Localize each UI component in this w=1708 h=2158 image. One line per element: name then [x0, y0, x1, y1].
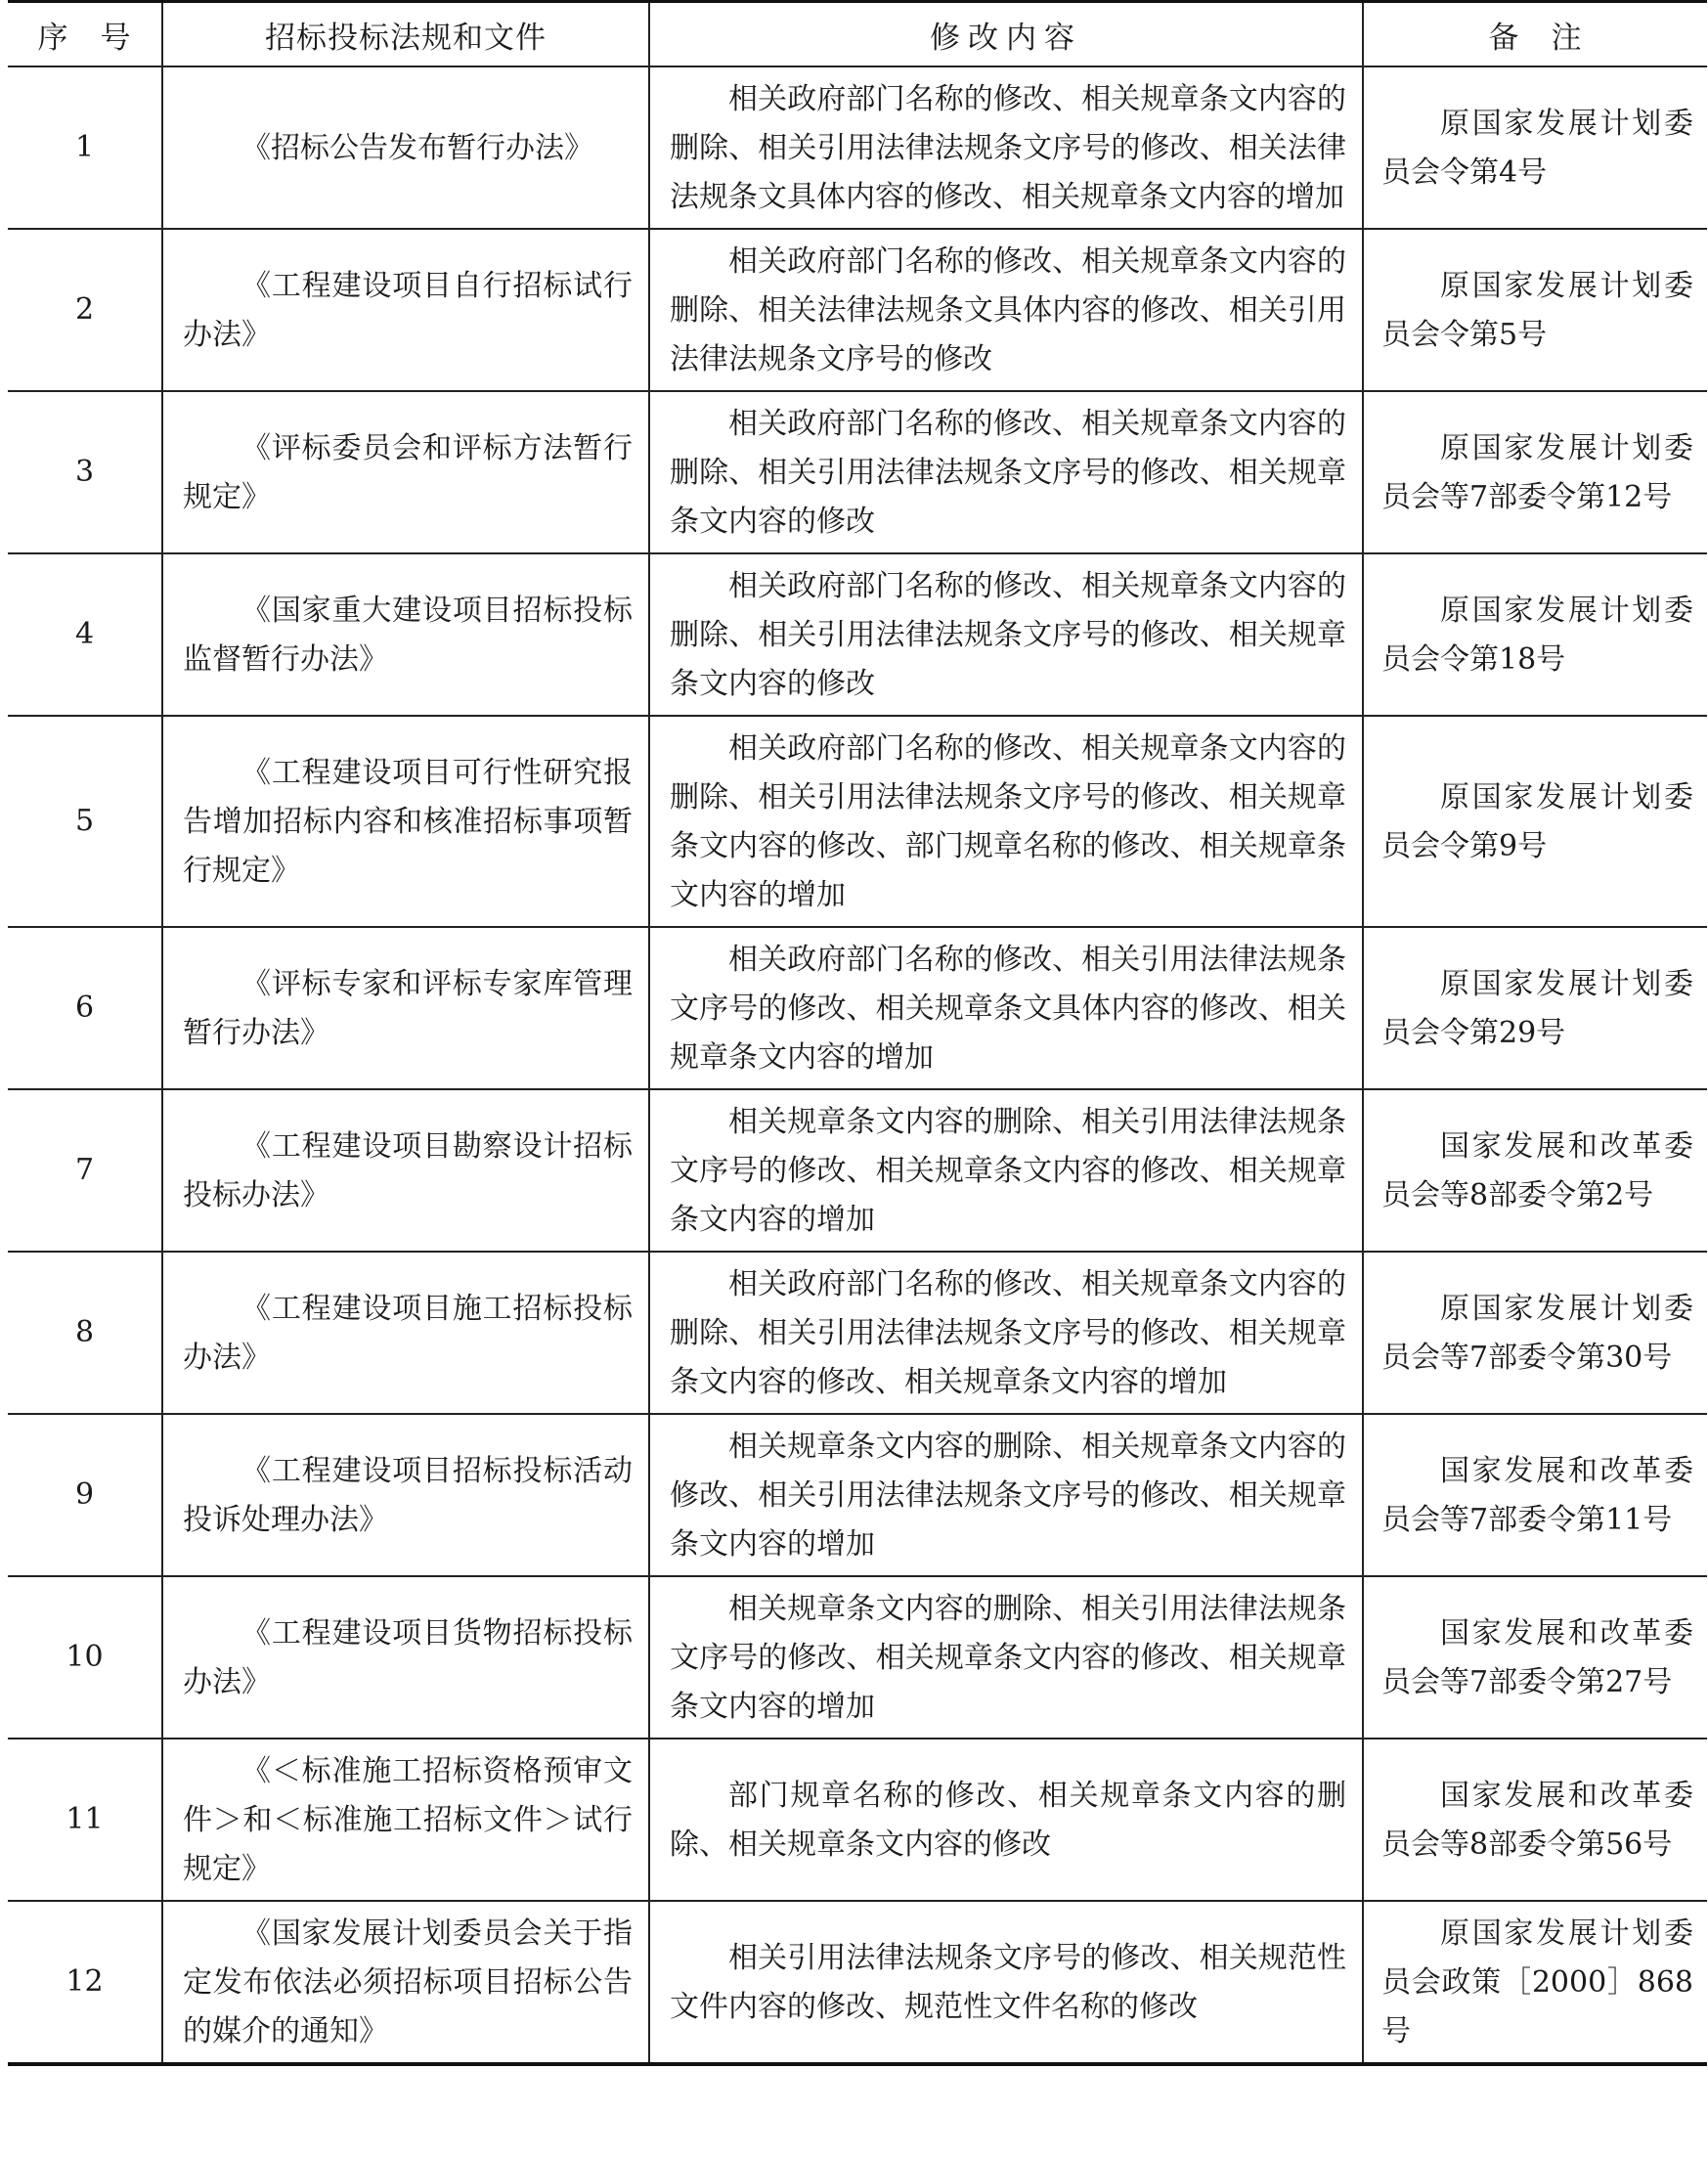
- remarks-cell-text: 原国家发展计划委员会等7部委令第30号: [1381, 1292, 1693, 1375]
- law-document-cell: [162, 927, 649, 1089]
- table-row: [8, 1414, 1707, 1576]
- law-document-cell: [162, 1576, 649, 1739]
- modification-content-cell-text: 相关引用法律法规条文序号的修改、相关规范性文件内容的修改、规范性文件名称的修改: [670, 1941, 1346, 2024]
- law-document-cell-text: 《工程建设项目招标投标活动投诉处理办法》: [183, 1454, 633, 1537]
- modification-content-cell: [649, 229, 1363, 391]
- serial-number-cell-text: 5: [74, 804, 95, 838]
- law-document-cell-text: 《工程建设项目可行性研究报告增加招标内容和核准招标事项暂行规定》: [183, 756, 633, 888]
- law-document-cell-text: 《工程建设项目货物招标投标办法》: [183, 1616, 633, 1699]
- law-document-cell-text: 《工程建设项目勘察设计招标投标办法》: [183, 1129, 633, 1212]
- serial-number-cell: [8, 66, 162, 229]
- table-row: [8, 66, 1707, 229]
- law-document-cell: [162, 1414, 649, 1576]
- law-document-cell: [162, 66, 649, 229]
- modification-content-cell-text: 相关规章条文内容的删除、相关引用法律法规条文序号的修改、相关规章条文内容的修改、相关规章条文内容的增加: [670, 1105, 1346, 1237]
- remarks-cell-text: 原国家发展计划委员会令第9号: [1381, 780, 1693, 863]
- remarks-cell: [1363, 1252, 1707, 1414]
- modification-content-cell: [649, 716, 1363, 927]
- serial-number-cell: [8, 1901, 162, 2064]
- remarks-cell: [1363, 66, 1707, 229]
- serial-number-cell: [8, 391, 162, 553]
- remarks-cell-text: 原国家发展计划委员会令第18号: [1381, 594, 1693, 677]
- serial-number-cell: [8, 553, 162, 716]
- modification-content-cell: [649, 1739, 1363, 1901]
- law-document-cell: [162, 716, 649, 927]
- table-row: [8, 1089, 1707, 1252]
- law-document-cell-text: 《国家重大建设项目招标投标监督暂行办法》: [183, 594, 633, 677]
- serial-number-cell-text: 7: [74, 1153, 95, 1187]
- header-law-document: 招标投标法规和文件: [162, 2, 649, 67]
- modification-content-cell: [649, 1576, 1363, 1739]
- remarks-cell-text: 原国家发展计划委员会等7部委令第12号: [1381, 431, 1693, 514]
- remarks-cell: [1363, 927, 1707, 1089]
- law-document-cell: [162, 229, 649, 391]
- law-document-cell: [162, 1901, 649, 2064]
- table-row: [8, 1576, 1707, 1739]
- modification-content-cell: [649, 391, 1363, 553]
- serial-number-cell-text: 12: [66, 1964, 104, 1999]
- table-row: [8, 1739, 1707, 1901]
- remarks-cell: [1363, 1739, 1707, 1901]
- table-row: [8, 391, 1707, 553]
- law-document-cell: [162, 1089, 649, 1252]
- remarks-cell-text: 原国家发展计划委员会令第4号: [1381, 107, 1693, 190]
- serial-number-cell: [8, 1089, 162, 1252]
- header-remarks: 备 注: [1363, 2, 1707, 67]
- table-row: [8, 1252, 1707, 1414]
- remarks-cell-text: 国家发展和改革委员会等8部委令第56号: [1381, 1779, 1693, 1862]
- serial-number-cell: [8, 1252, 162, 1414]
- modification-content-cell: [649, 927, 1363, 1089]
- modification-content-cell-text: 相关政府部门名称的修改、相关规章条文内容的删除、相关引用法律法规条文序号的修改、相关规章条文内容的修改、部门规章名称的修改、相关规章条文内容的增加: [670, 731, 1346, 912]
- modification-content-cell-text: 相关规章条文内容的删除、相关引用法律法规条文序号的修改、相关规章条文内容的修改、相关规章条文内容的增加: [670, 1592, 1346, 1724]
- table-row: [8, 716, 1707, 927]
- modification-content-cell-text: 相关政府部门名称的修改、相关规章条文内容的删除、相关引用法律法规条文序号的修改、相关规章条文内容的修改、相关规章条文内容的增加: [670, 1267, 1346, 1399]
- law-document-cell-text: 《工程建设项目施工招标投标办法》: [183, 1292, 633, 1375]
- law-document-cell-text: 《＜标准施工招标资格预审文件＞和＜标准施工招标文件＞试行规定》: [183, 1754, 633, 1886]
- table-row: [8, 229, 1707, 391]
- regulation-revision-table-page: [8, 0, 1707, 2066]
- remarks-cell: [1363, 229, 1707, 391]
- remarks-cell-text: 国家发展和改革委员会等7部委令第11号: [1381, 1454, 1693, 1537]
- regulation-revision-table: [8, 0, 1707, 2066]
- law-document-cell: [162, 1739, 649, 1901]
- table-header-row: [8, 2, 1707, 67]
- serial-number-cell-text: 3: [74, 455, 95, 489]
- serial-number-cell-text: 2: [74, 292, 95, 327]
- modification-content-cell-text: 部门规章名称的修改、相关规章条文内容的删除、相关规章条文内容的修改: [670, 1779, 1346, 1862]
- remarks-cell-text: 原国家发展计划委员会令第5号: [1381, 269, 1693, 352]
- modification-content-cell: [649, 66, 1363, 229]
- modification-content-cell: [649, 1089, 1363, 1252]
- law-document-cell-text: 《招标公告发布暂行办法》: [241, 131, 593, 165]
- modification-content-cell: [649, 1414, 1363, 1576]
- modification-content-cell: [649, 1252, 1363, 1414]
- law-document-cell: [162, 1252, 649, 1414]
- remarks-cell: [1363, 553, 1707, 716]
- remarks-cell: [1363, 716, 1707, 927]
- serial-number-cell-text: 11: [66, 1802, 104, 1836]
- law-document-cell: [162, 553, 649, 716]
- serial-number-cell: [8, 1739, 162, 1901]
- table-row: [8, 1901, 1707, 2064]
- remarks-cell: [1363, 1901, 1707, 2064]
- serial-number-cell-text: 6: [74, 991, 95, 1025]
- law-document-cell-text: 《工程建设项目自行招标试行办法》: [183, 269, 633, 352]
- header-serial-number: 序 号: [8, 2, 162, 67]
- serial-number-cell: [8, 927, 162, 1089]
- law-document-cell: [162, 391, 649, 553]
- modification-content-cell-text: 相关政府部门名称的修改、相关规章条文内容的删除、相关法律法规条文具体内容的修改、相关引用法律法规条文序号的修改: [670, 244, 1346, 376]
- table-row: [8, 553, 1707, 716]
- remarks-cell: [1363, 1089, 1707, 1252]
- remarks-cell-text: 国家发展和改革委员会等8部委令第2号: [1381, 1129, 1693, 1212]
- table-row: [8, 927, 1707, 1089]
- modification-content-cell-text: 相关政府部门名称的修改、相关规章条文内容的删除、相关引用法律法规条文序号的修改、相关规章条文内容的修改: [670, 407, 1346, 539]
- remarks-cell-text: 原国家发展计划委员会政策［2000］868号: [1381, 1916, 1693, 2048]
- serial-number-cell: [8, 1576, 162, 1739]
- serial-number-cell: [8, 716, 162, 927]
- remarks-cell-text: 原国家发展计划委员会令第29号: [1381, 967, 1693, 1050]
- serial-number-cell-text: 1: [74, 130, 95, 164]
- remarks-cell: [1363, 1576, 1707, 1739]
- header-modification-content: 修改内容: [649, 2, 1363, 67]
- serial-number-cell: [8, 229, 162, 391]
- remarks-cell-text: 国家发展和改革委员会等7部委令第27号: [1381, 1616, 1693, 1699]
- modification-content-cell: [649, 553, 1363, 716]
- serial-number-cell-text: 9: [74, 1477, 95, 1512]
- law-document-cell-text: 《评标专家和评标专家库管理暂行办法》: [183, 967, 633, 1050]
- serial-number-cell-text: 4: [74, 617, 95, 651]
- remarks-cell: [1363, 1414, 1707, 1576]
- modification-content-cell: [649, 1901, 1363, 2064]
- serial-number-cell-text: 8: [74, 1315, 95, 1349]
- modification-content-cell-text: 相关政府部门名称的修改、相关规章条文内容的删除、相关引用法律法规条文序号的修改、相关法律法规条文具体内容的修改、相关规章条文内容的增加: [670, 82, 1346, 214]
- modification-content-cell-text: 相关政府部门名称的修改、相关规章条文内容的删除、相关引用法律法规条文序号的修改、相关规章条文内容的修改: [670, 569, 1346, 701]
- law-document-cell-text: 《评标委员会和评标方法暂行规定》: [183, 431, 633, 514]
- serial-number-cell-text: 10: [66, 1640, 104, 1674]
- modification-content-cell-text: 相关政府部门名称的修改、相关引用法律法规条文序号的修改、相关规章条文具体内容的修改、相关规章条文内容的增加: [670, 943, 1346, 1075]
- law-document-cell-text: 《国家发展计划委员会关于指定发布依法必须招标项目招标公告的媒介的通知》: [183, 1916, 633, 2048]
- modification-content-cell-text: 相关规章条文内容的删除、相关规章条文内容的修改、相关引用法律法规条文序号的修改、相关规章条文内容的增加: [670, 1430, 1346, 1562]
- serial-number-cell: [8, 1414, 162, 1576]
- remarks-cell: [1363, 391, 1707, 553]
